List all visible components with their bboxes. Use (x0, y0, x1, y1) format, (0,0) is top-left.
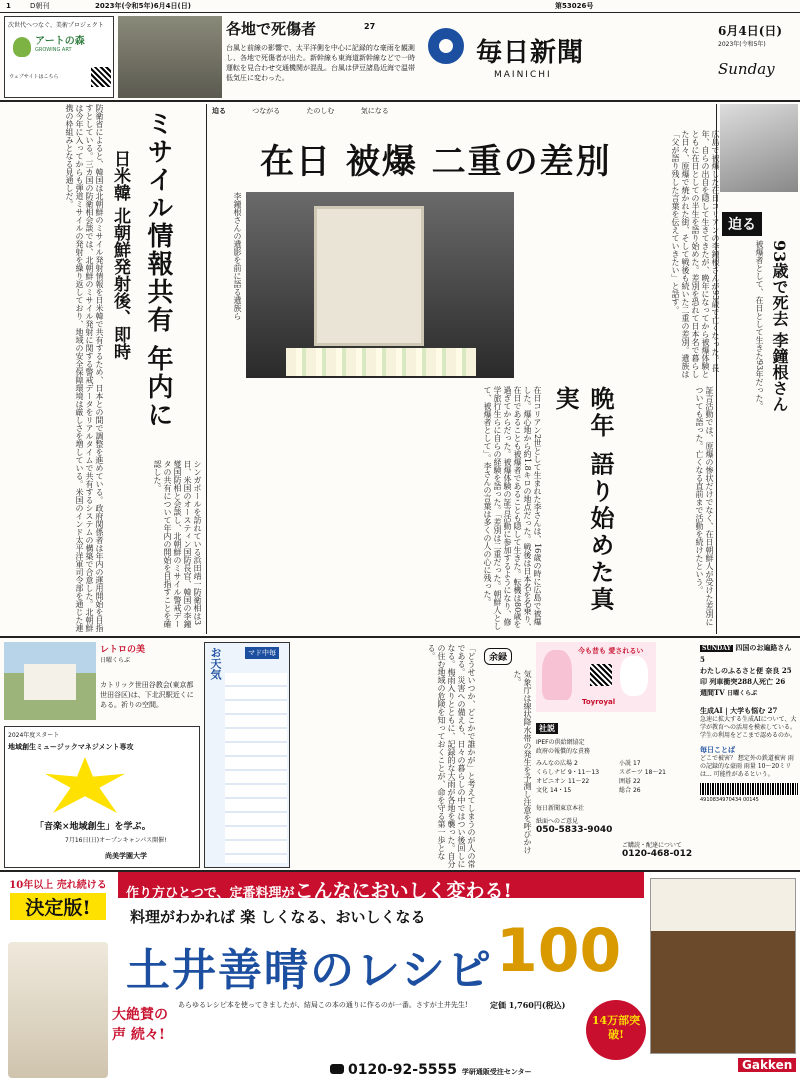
count-burst: 14万部突破! (586, 1000, 646, 1060)
retro-title[interactable]: レトロの美 (100, 645, 146, 655)
side-body: 被爆者として、在日として生きた93年だった。 (755, 240, 764, 411)
ad-price: 定価 1,760円(税込) (490, 1000, 566, 1010)
logo-roman: MAINICHI (494, 70, 552, 80)
page-index (536, 759, 696, 795)
page-number: 1 (6, 2, 11, 10)
masthead (420, 16, 600, 98)
doll-icon (542, 650, 572, 700)
emblem-icon (428, 28, 464, 64)
top-news-body: 台風と前線の影響で、太平洋側を中心に記録的な豪雨を観測し、各地で死傷者が出た。新幹線も東海道新幹線などで一時運転を見合わせ交通機関が混乱。台風は伊豆諸島近海で温帯低気圧に変わった。 (226, 44, 415, 82)
feature-photo (246, 192, 514, 378)
phone1-label: 紙面へのご意見 (536, 818, 579, 825)
missile-body-right: シンガポールを訪れている浜田靖一防衛相は3日、米国のオースティン国防長官、韓国の李鐘燮国防相と会談し、北朝鮮のミサイル警戒データの共有について年内の開始を目指すことを確認した。 (153, 460, 202, 628)
header-strip (0, 0, 800, 12)
chef-photo (8, 942, 108, 1078)
weather-grid (225, 673, 287, 863)
index-box (536, 716, 696, 868)
kotoba-title[interactable]: 毎日ことば (700, 745, 735, 754)
right-item[interactable]: 印 列車衝突288人死亡 26 (700, 677, 786, 686)
index-item[interactable]: スポーツ 18〜21 (619, 769, 666, 776)
date-era: 2023年(令和5年) (718, 41, 766, 48)
side-photo (720, 104, 798, 192)
book-cover (650, 878, 796, 1054)
ad-praise: 大絶賛の声 続々! (112, 1007, 168, 1043)
gakken-logo: Gakken (738, 1058, 796, 1072)
kotoba-body: どこで被害？ 想定外の鉄道被害 雨の記録的な豪雨 雨量 10〜20ミリは... 可能性があるという。 (700, 755, 794, 778)
phone1[interactable]: 050-5833-9040 (536, 825, 613, 835)
top-news (226, 18, 416, 98)
tab-tsunagaru[interactable]: つながる (252, 107, 281, 115)
feature-caption: 李鐘根さんの遺影を前に語る遺族ら (233, 192, 242, 320)
top-news-title[interactable]: 各地で死傷者 (226, 20, 317, 38)
maru-label: マド中毎 (245, 647, 279, 659)
top-news-page: 27 (364, 22, 376, 31)
ad-tag: 作り方ひとつで、定番料理がこんなにおいしく変わる! (126, 880, 512, 902)
tree-icon (13, 37, 31, 57)
art-project-ad[interactable] (4, 16, 114, 98)
side-label: 迫る (722, 212, 762, 236)
editorial-1[interactable]: IPEFの供給網協定 (536, 739, 585, 746)
right-index (700, 642, 798, 868)
barcode-icon (700, 783, 798, 795)
retro-column (100, 642, 200, 722)
event-note: 7月16日(日)オープンキャンパス開催! (65, 837, 167, 844)
tab-tanoshimu[interactable]: たのしむ (306, 107, 335, 115)
side-headline[interactable]: 93歳で死去 李鐘根さん (770, 240, 789, 412)
feature-headline[interactable]: 在日 被爆 二重の差別 (260, 142, 612, 182)
badge: 10年以上 売れ続ける 決定版! (9, 880, 107, 919)
rabbit-icon (620, 656, 648, 696)
toyroyal-ad[interactable] (536, 642, 656, 712)
toy-line: 今も昔も 愛されるい (578, 646, 644, 655)
feature-body-right: 証言活動では、原爆の惨状だけでなく、在日朝鮮人が受けた差別についても語った。亡くなる直前まで活動を続けたという。 (695, 386, 714, 626)
missile-sub: 日米韓 北朝鮮発射後、即時 (110, 150, 130, 360)
flood-photo (118, 16, 222, 98)
index-item[interactable]: 総合 26 (619, 787, 641, 794)
ad-sub: 料理がわかれば 楽 しくなる、おいしくなる (130, 908, 426, 926)
feature-sub[interactable]: 晩年 語り始めた真実 (551, 386, 615, 614)
ad-title: 土井善晴のレシピ (126, 945, 493, 996)
toy-brand: Toyroyal (582, 698, 616, 706)
ad-line: 次世代へつなぐ、美術プロジェクト (8, 22, 104, 29)
right-item[interactable]: わたしのふるさと便 奈良 25 (700, 666, 792, 675)
publisher: 毎日新聞東京本社 (536, 805, 585, 812)
phone2-label: ご購読・配達について (622, 842, 682, 849)
life-body: 急速に拡大する生成AIについて、大学が教育への活用を模索している。学生の利用をどこまで認めるのか。 (700, 716, 797, 739)
retro-sub: 日曜くらぶ (100, 657, 131, 664)
index-item[interactable]: オピニオン 11〜22 (536, 778, 590, 785)
qr-code-icon (91, 67, 111, 87)
right-item[interactable]: SUNDAY 四国のお遍路さん 5 (700, 643, 792, 664)
logo: 毎日新聞 (476, 38, 585, 68)
church-photo (4, 642, 96, 720)
weather-title: お天気 (209, 647, 222, 680)
weather-box (204, 642, 290, 868)
right-item[interactable]: 週間TV 日曜くらぶ (700, 688, 758, 697)
date-line: 2023年(令和5年)6月4日(日) (95, 2, 191, 10)
tab-kininaru[interactable]: 気になる (360, 107, 389, 115)
date-main: 6月4日(日) (718, 24, 783, 38)
event-title: 地域創生ミュージックマネジメント専攻 (8, 742, 134, 751)
burst-icon (45, 757, 125, 813)
sunday-label: Sunday (718, 60, 775, 78)
issue-number: 第53026号 (555, 2, 594, 10)
phone2[interactable]: 0120-468-012 (622, 849, 693, 859)
feature-tabs (212, 106, 712, 120)
music-school-ad[interactable] (4, 726, 200, 868)
ad-num: 100 (496, 916, 622, 986)
feature-body-top: 年、自らの出自を隠して生きてきたが、晩年になってから被爆体験とともに在日としての半生を語り始めた。差別を恐れて日本名で暮らした日々、原爆で焼かれた街、そして戦後も続いた二重の差別。遺族は「父が語り残した言葉を伝えていきたい」と話す。 (671, 130, 710, 378)
flower-row (286, 348, 476, 376)
qr-code-icon (590, 664, 612, 686)
ad-phone[interactable]: 0120-92-5555 学研通販受注センター (330, 1062, 532, 1078)
index-item[interactable]: 小説 17 (619, 760, 641, 767)
date-box (718, 22, 798, 98)
tab-semaru[interactable]: 迫る (212, 107, 226, 115)
missile-body-left: 防衛省によると、韓国は北朝鮮のミサイル発射情報を日米韓で共有するため、日本との間で調整を進めている。政府関係者は年内の運用開始を目指すとしている。三カ国の防衛相会談では、北朝鮮のミサイル発射に関する警戒データをリアルタイムで共有するシステムの構築で合意した。北朝鮮は今年に入ってからも弾道ミサイルの発射を繰り返しており、地域の安全保障環境は厳しさを増している。米国のインド太平洋軍司令部を通じた連携の枠組みとなる見通しだ。 (65, 104, 104, 632)
retro-body: カトリック世田谷教会(東京都世田谷区)は、下北沢駅近くにある。祈りの空間。 (100, 681, 194, 709)
ad-brand-en: GROWING ART (35, 47, 72, 53)
recipe-ad[interactable] (0, 872, 800, 1083)
index-item[interactable]: くらしナビ 9・11〜13 (536, 769, 600, 776)
index-item[interactable]: 文化 14・15 (536, 787, 572, 794)
index-item[interactable]: 囲碁 22 (619, 778, 641, 785)
event-slogan: 「音楽×地域創生」を学ぶ。 (35, 822, 151, 832)
missile-headline[interactable]: ミサイル情報共有 年内に (143, 110, 173, 430)
phone-icon (330, 1064, 344, 1074)
index-item[interactable]: みんなの広場 2 (536, 760, 578, 767)
barcode-number: 4910834970434 00145 (700, 797, 759, 803)
event-school: 尚美学園大学 (105, 851, 147, 860)
ad-brand: アートの森 (35, 36, 85, 47)
event-year: 2024年度スタート (8, 732, 60, 739)
edition-label: D朝刊 (30, 2, 50, 10)
ad-body: あらゆるレシピ本を使ってきましたが、結局この本の通りに作るのが一番。さすが土井先生! (178, 1001, 468, 1009)
yoroku-body-2: 気象庁は線状降水帯の発生を予測し注意を呼びかけた。 (513, 670, 532, 854)
editorial-2[interactable]: 政府の報償的な責務 (536, 748, 591, 755)
editorial-title: 社説 (536, 723, 558, 734)
life-title[interactable]: 生成AI | 大学も悩む 27 (700, 706, 778, 715)
portrait-frame (314, 206, 424, 346)
yoroku-title[interactable]: 余録 (484, 648, 512, 665)
yoroku-body: 「どうせいつか、どこかで誰かが」と考えてしまうのが人の常である。災害への備えも、日々の暮らしの中ではつい後回しになる。梅雨入りとともに、記録的な大雨が各地を襲った。自分の住む地域の危険を知っておくことが、命を守る第一歩となる。 (427, 644, 476, 868)
ad-web: ウェブサイトはこちら (9, 74, 59, 80)
feature-body-bottom: 在日コリアン2世として生まれた李さんは、16歳の時に広島で被爆した。爆心地から約1.8キロの地点だった。戦後は日本名を名乗り、在日であることも被爆者であることも隠して生きた。転機は80歳を過ぎてからだった。被爆体験の証言活動に参加するようになり、修学旅行生らに自らの経験を語った。「差別は二重だった。朝鮮人として、被爆者として」。李さんの言葉は多くの人の心に残った。 (483, 386, 542, 631)
